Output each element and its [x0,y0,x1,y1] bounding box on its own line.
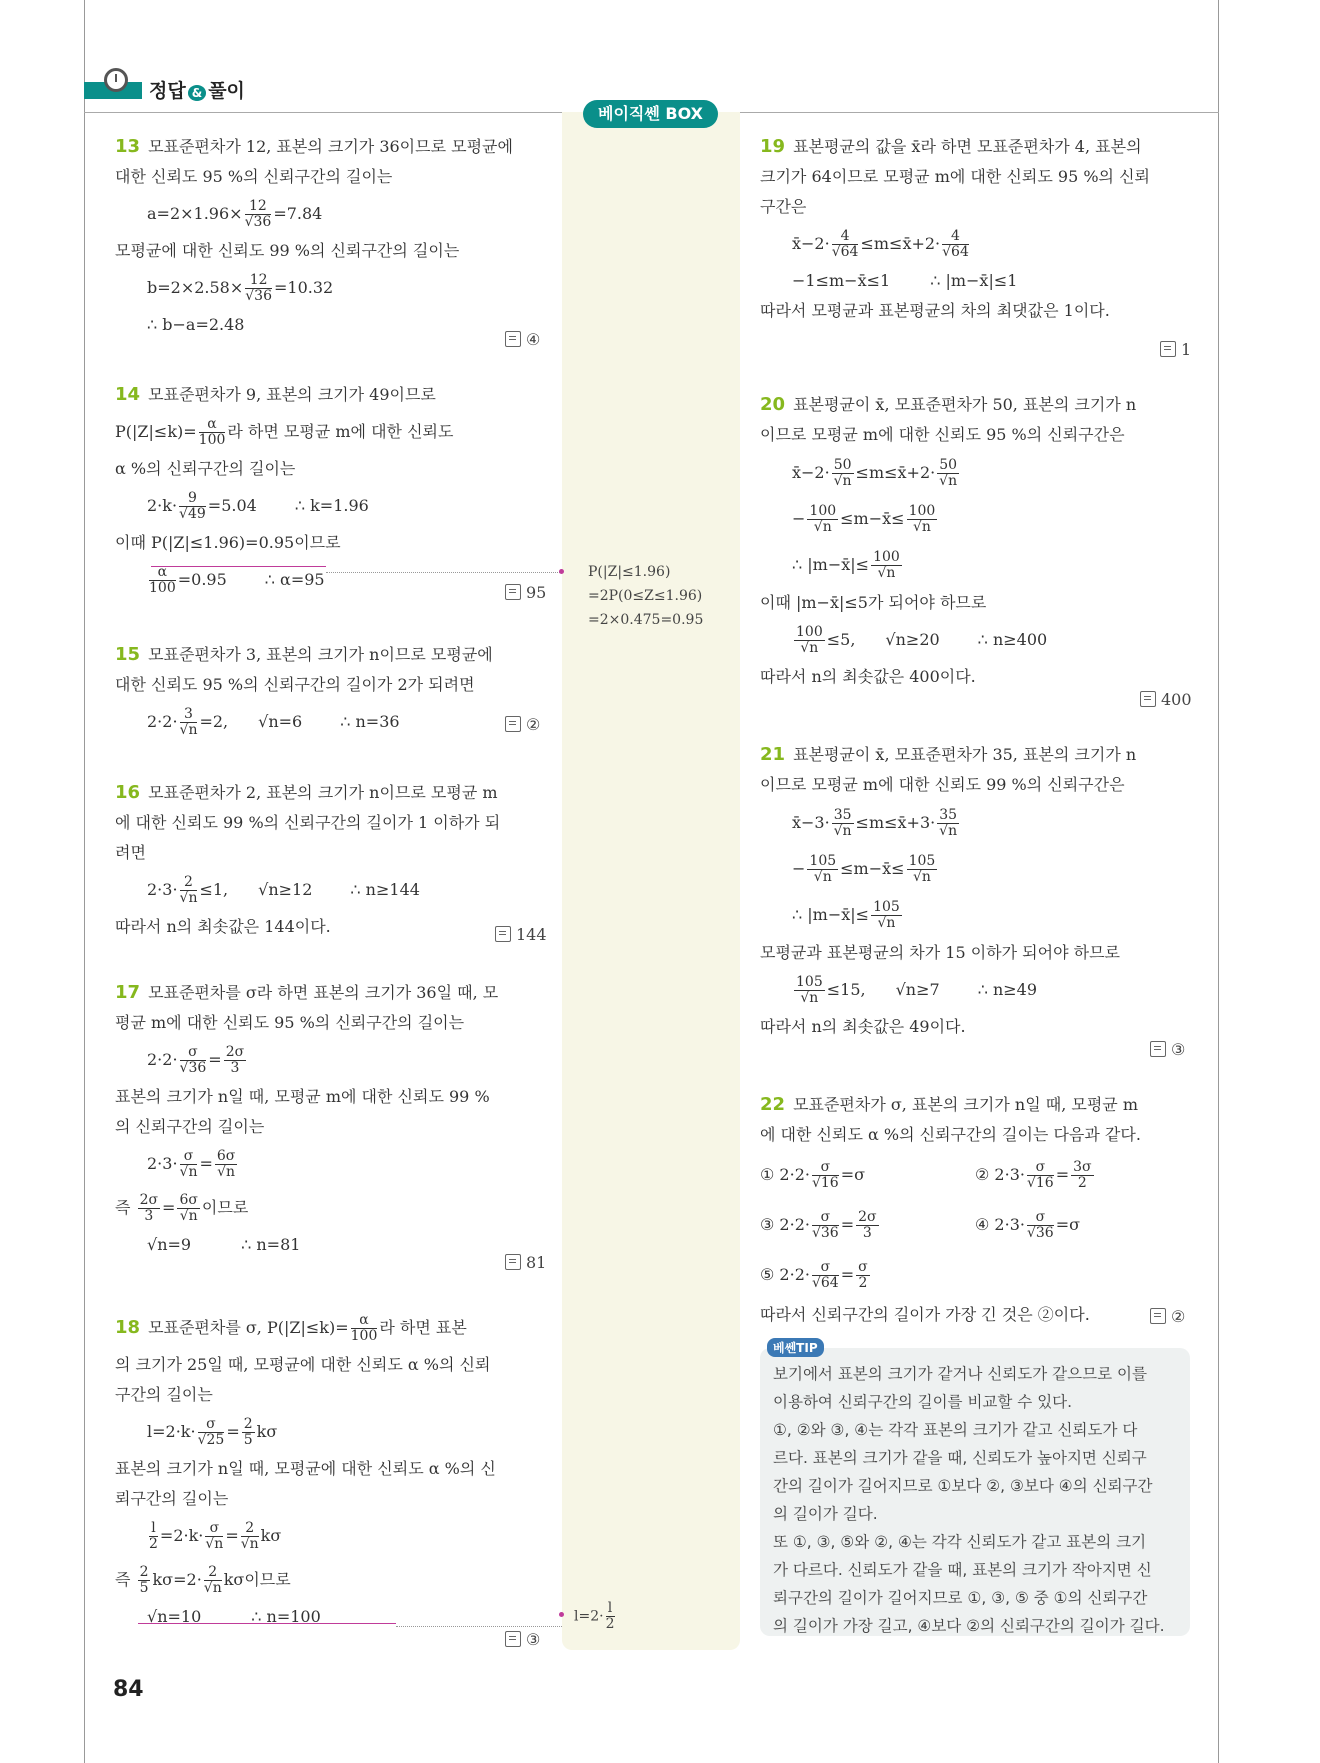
answer-icon [505,716,521,732]
q16-block: 16 모표준편차가 2, 표본의 크기가 n이므로 모평균 m 에 대한 신뢰도 99 %의 신뢰구간의 길이가 1 이하가 되 려면 2·3· $\frac{2}{√n}$ ≤1, √n≥12 ∴ n≥144 따라서 n의 최솟값은 144이다. [115,782,501,936]
answer-badge: 1 [1160,340,1191,359]
answer-icon [1150,1308,1166,1324]
answer-badge: ② [505,715,540,734]
leader-dot [559,569,564,574]
answer-icon [505,1631,521,1647]
question-number: 15 [115,644,141,665]
answer-badge: ③ [1150,1040,1185,1059]
q19-block: 19 표본평균의 값을 x̄라 하면 모표준편차가 4, 표본의 크기가 64이므로 모평균 m에 대한 신뢰도 95 %의 신뢰 구간은 x̄−2· $\frac{4}{√64}$ ≤m≤x̄+2· $\frac{4}{√64}$ −1≤m−x̄≤1 ∴ |m−x̄|≤1 따라서 모평균과 표본평균의 차의 최댓값은 1이다. [760,136,1150,320]
answer-badge: ④ [505,330,540,349]
answer-icon [495,926,511,942]
answer-badge: 81 [505,1253,546,1272]
leader-dot [559,1612,564,1617]
answer-badge: 144 [495,925,547,944]
q18-block: 18 모표준편차를 σ, P(|Z|≤k)= $\frac{\alpha}{100}$ 라 하면 표본 의 크기가 25일 때, 모평균에 대한 신뢰도 α %의 신뢰 구간의 길이는 l=2·k· $\frac{\sigma}{√25}$ = $\frac{2}{5}$ kσ 표본의 크기가 n일 때, 모평균에 대한 신뢰도 α %의 신 뢰구간의 길이는 $\frac{l}{2}$ =2·k· $\frac{\sigma}{√n}$ = $\frac{2}{√n}$ kσ 즉 $\frac{2}{5}$ kσ=2· $\frac{2}{√n}$ kσ이므로 √n=10 ∴ n=100 [115,1312,496,1626]
answer-icon [505,584,521,600]
answer-icon [1140,691,1156,707]
q13-block: 13 모표준편차가 12, 표본의 크기가 36이므로 모평균에 대한 신뢰도 95 %의 신뢰구간의 길이는 a=2×1.96× $\frac{12}{√36}$ =7.84 모평균에 대한 신뢰도 99 %의 신뢰구간의 길이는 b=2×2.58× $\frac{12}{√36}$ =10.32 ∴ b−a=2.48 [115,136,513,334]
answer-badge: 95 [505,583,546,602]
question-number: 22 [760,1094,786,1115]
section-title: 정답 & 풀이 [149,80,245,102]
basic-box-column [562,112,740,1650]
side-note-2: l=2· $\frac{l}{2}$ [574,1600,615,1632]
question-number: 14 [115,384,141,405]
alarm-clock-icon [104,68,128,92]
answer-badge: ③ [505,1630,540,1649]
q15-block: 15 모표준편차가 3, 표본의 크기가 n이므로 모평균에 대한 신뢰도 95 %의 신뢰구간의 길이가 2가 되려면 2·2· $\frac{3}{√n}$ =2, √n=6 ∴ n=36 [115,644,493,738]
basic-box-label: 베이직쎈 BOX [583,100,718,128]
answer-icon [505,331,521,347]
question-number: 21 [760,744,786,765]
tip-label: 베쎈TIP [767,1338,824,1357]
answer-icon [1150,1041,1166,1057]
question-number: 20 [760,394,786,415]
q21-block: 21 표본평균이 x̄, 모표준편차가 35, 표본의 크기가 n 이므로 모평균 m에 대한 신뢰도 99 %의 신뢰구간은 x̄−3· $\frac{35}{√n}$ ≤m≤x̄+3· $\frac{35}{√n}$ − $\frac{105}{√n}$ ≤m−x̄≤ $\frac{105}{√n}$ ∴ |m−x̄|≤ $\frac{105}{√n}$ 모평균과 표본평균의 차가 15 이하가 되어야 하므로 $\frac{105}{√n}$ ≤15, √n≥7 ∴ n≥49 따라서 n의 최솟값은 49이다. [760,744,1137,1036]
question-number: 19 [760,136,786,157]
answer-icon [505,1254,521,1270]
question-number: 18 [115,1317,141,1338]
answer-badge: 400 [1140,690,1192,709]
q17-block: 17 모표준편차를 σ라 하면 표본의 크기가 36일 때, 모 평균 m에 대한 신뢰도 95 %의 신뢰구간의 길이는 2·2· $\frac{\sigma}{√36}$ = $\frac{2\sigma}{3}$ 표본의 크기가 n일 때, 모평균 m에 대한 신뢰도 99 % 의 신뢰구간의 길이는 2·3· $\frac{\sigma}{√n}$ = $\frac{6\sigma}{√n}$ 즉 $\frac{2\sigma}{3}$ = $\frac{6\sigma}{√n}$ 이므로 √n=9 ∴ n=81 [115,982,499,1254]
q14-block: 14 모표준편차가 9, 표본의 크기가 49이므로 P(|Z|≤k)= $\frac{\alpha}{100}$ 라 하면 모평균 m에 대한 신뢰도 α %의 신뢰구간의 길이는 2·k· $\frac{9}{√49}$ =5.04 ∴ k=1.96 이때 P(|Z|≤1.96)=0.95이므로 $\frac{\alpha}{100}$ =0.95 ∴ α=95 [115,384,454,596]
tip-text: 보기에서 표본의 크기가 같거나 신뢰도가 같으므로 이를 이용하여 신뢰구간의 길이를 비교할 수 있다. ①, ②와 ③, ④는 각각 표본의 크기가 같고 신뢰도가 다 르다. 표본의 크기가 같을 때, 신뢰도가 높아지면 신뢰구 간의 길이가 길어지므로 ①보다 ②, ③보다 ④의 신뢰구간 의 길이가 길다. 또 ①, ③, ⑤와 ②, ④는 각각 신뢰도가 같고 표본의 크기 가 다르다. 신뢰도가 같을 때, 표본의 크기가 작아지면 신 뢰구간의 길이가 길어지므로 ①, ③, ⑤ 중 ①의 신뢰구간 의 길이가 가장 길고, ④보다 ②의 신뢰구간의 길이가 길다. [773,1365,1165,1635]
question-number: 16 [115,782,141,803]
q20-block: 20 표본평균이 x̄, 모표준편차가 50, 표본의 크기가 n 이므로 모평균 m에 대한 신뢰도 95 %의 신뢰구간은 x̄−2· $\frac{50}{√n}$ ≤m≤x̄+2· $\frac{50}{√n}$ − $\frac{100}{√n}$ ≤m−x̄≤ $\frac{100}{√n}$ ∴ |m−x̄|≤ $\frac{100}{√n}$ 이때 |m−x̄|≤5가 되어야 하므로 $\frac{100}{√n}$ ≤5, √n≥20 ∴ n≥400 따라서 n의 최솟값은 400이다. [760,394,1137,686]
answer-icon [1160,341,1176,357]
page-border-right [1218,0,1219,1763]
answer-badge: ② [1150,1307,1185,1326]
page-number: 84 [113,1677,144,1702]
question-number: 17 [115,982,141,1003]
question-number: 13 [115,136,141,157]
side-note-1: P(|Z|≤1.96) =2P(0≤Z≤1.96) =2×0.475=0.95 [588,564,704,628]
page-border-left [84,0,85,1763]
q22-block: 22 모표준편차가 σ, 표본의 크기가 n일 때, 모평균 m 에 대한 신뢰도 α %의 신뢰구간의 길이는 다음과 같다. ① 2·2· $\frac{\sigma}{√16}$ =σ ② 2·3· $\frac{\sigma}{√16}$ = $\frac{3\sigma}{2}$ ③ 2·2· $\frac{\sigma}{√36}$ = $\frac{2\sigma}{3}$ ④ 2·3· $\frac{\sigma}{√36}$ =σ ⑤ 2·2· $\frac{\sigma}{√64}$ = $\frac{\sigma}{2}$ 따라서 신뢰구간의 길이가 가장 긴 것은 ②이다. [760,1094,1141,1324]
